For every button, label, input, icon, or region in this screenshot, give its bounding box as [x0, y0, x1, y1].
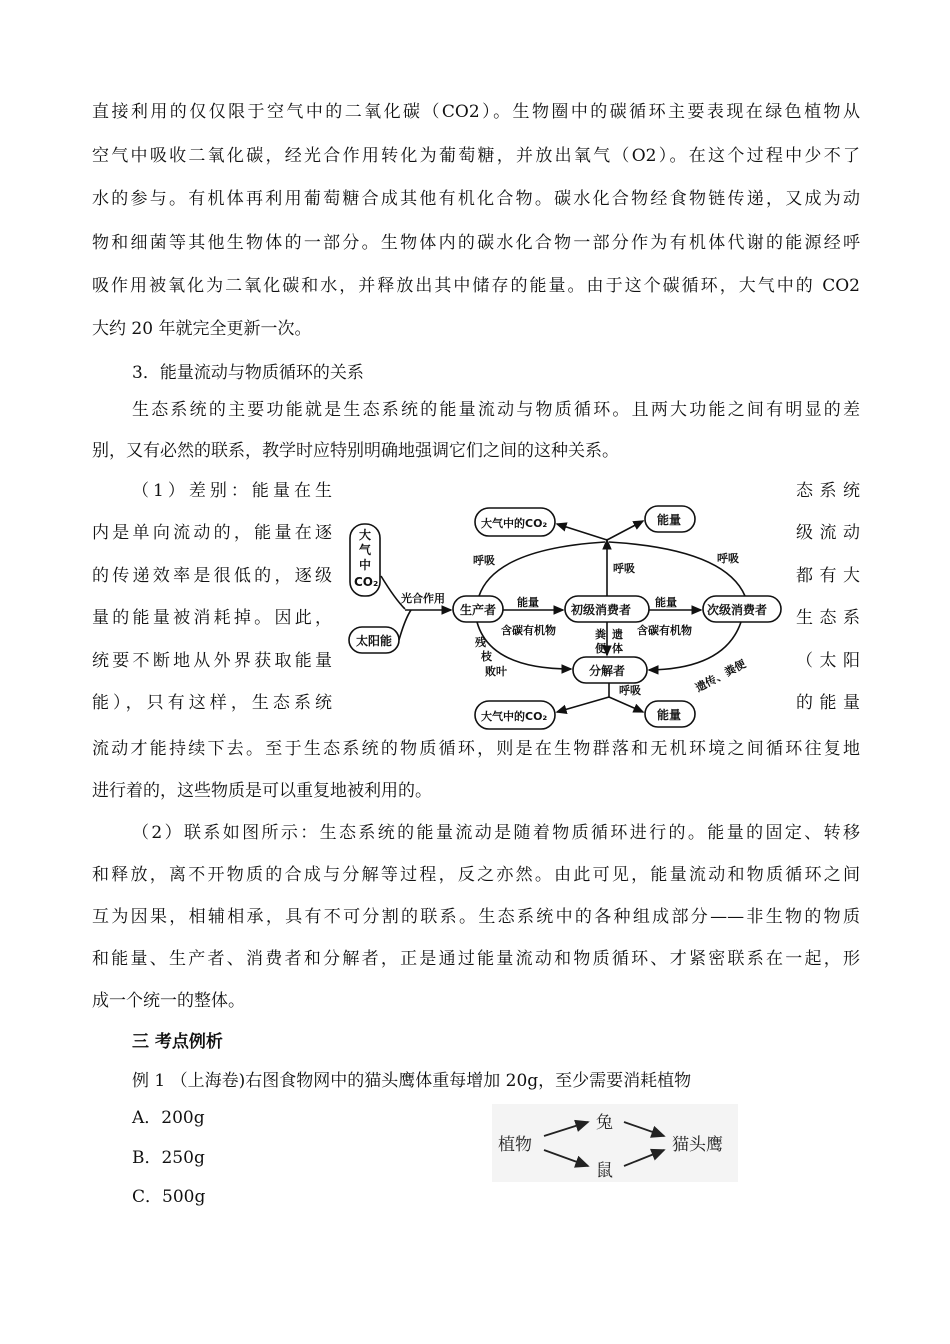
text-line: 互为因果，相辅相承，具有不可分割的联系。生态系统中的各种组成部分——非生物的物质 [92, 907, 860, 927]
respiration-label: 呼吸 [717, 552, 739, 565]
text-line: 吸作用被氧化为二氧化碳和水，并释放出其中储存的能量。由于这个碳循环，大气中的 CO2 [92, 276, 860, 296]
atm-co2-char: 大 [359, 528, 372, 542]
text-line: 流动才能持续下去。至于生态系统的物质循环，则是在生物群落和无机环境之间循环往复地 [92, 739, 860, 759]
residue-char: 残 [475, 636, 486, 649]
section-heading: 三 考点例析 [132, 1032, 223, 1052]
energy-bottom-label: 能量 [657, 708, 682, 722]
text-line: 内是单向流动的，能量在逐 [92, 523, 332, 543]
plant-label: 植物 [498, 1135, 532, 1155]
remains-feces-label: 遗传、粪便 [693, 657, 748, 695]
remains-char: 体 [612, 642, 623, 655]
text-line: 大约 20 年就完全更新一次。 [92, 319, 312, 339]
food-web-figure [492, 1104, 738, 1182]
sun-label: 太阳能 [356, 634, 393, 648]
text-line: 都有大 [796, 566, 860, 586]
text-line: 直接利用的仅仅限于空气中的二氧化碳（CO2）。生物圈中的碳循环主要表现在绿色植物从 [92, 102, 860, 122]
organic-carbon-label: 含碳有机物 [501, 624, 556, 637]
text-line: 物和细菌等其他生物体的一部分。生物体内的碳水化合物一部分作为有机体代谢的能源经呼 [92, 233, 860, 253]
atm-co2-char: CO₂ [354, 575, 379, 589]
respiration-label: 呼吸 [613, 562, 635, 575]
energy-flow-label: 能量 [517, 596, 539, 609]
feces-char: 便 [595, 642, 606, 655]
rabbit-label: 兔 [596, 1113, 613, 1133]
text-line: 态系统 [796, 481, 860, 501]
atm-co2-bottom-label: 大气中的CO₂ [481, 710, 548, 723]
residue-char: 枝 [481, 650, 492, 663]
text-line: 量的能量被消耗掉。因此， [92, 608, 332, 628]
to-co2-bottom-arrow [557, 697, 609, 712]
text-line: 别，又有必然的联系，教学时应特别明确地强调它们之间的这种关系。 [92, 441, 619, 461]
text-line: 水的参与。有机体再利用葡萄糖合成其他有机化合物。碳水化合物经食物链传递，又成为动 [92, 189, 860, 209]
cycle-diagram-svg [345, 494, 785, 734]
option-a: A．200g [132, 1108, 205, 1128]
energy-matter-cycle-diagram [345, 494, 785, 734]
atm-co2-top-label: 大气中的CO₂ [481, 517, 548, 530]
atm-co2-char: 中 [359, 558, 372, 572]
photosynthesis-label: 光合作用 [401, 592, 445, 605]
text-line: 和释放，离不开物质的合成与分解等过程，反之亦然。由此可见，能量流动和物质循环之间 [92, 865, 860, 885]
text-line: 生态系 [796, 608, 860, 628]
respiration-arrow-producer [479, 542, 605, 596]
owl-label: 猫头鹰 [672, 1135, 723, 1155]
text-line: 的传递效率是很低的，逐级 [92, 566, 332, 586]
residue-char: 败叶 [485, 665, 507, 678]
text-line: 成一个统一的整体。 [92, 991, 245, 1011]
to-energy-bottom-arrow [609, 697, 643, 712]
text-line: （太阳 [796, 651, 860, 671]
text-line: 进行着的，这些物质是可以重复地被利用的。 [92, 781, 432, 801]
atm-co2-char: 气 [359, 543, 372, 557]
option-b: B．250g [132, 1148, 205, 1168]
example-question: 例 1 （上海卷)右图食物网中的猫头鹰体重每增加 20g，至少需要消耗植物 [132, 1071, 692, 1091]
energy-top-label: 能量 [657, 513, 682, 527]
text-line: 统要不断地从外界获取能量 [92, 651, 332, 671]
sun-to-node-arrow [399, 610, 411, 640]
text-line: 级流动 [796, 523, 860, 543]
text-line: 的能量 [796, 693, 860, 713]
text-line: 和能量、生产者、消费者和分解者，正是通过能量流动和物质循环、才紧密联系在一起，形 [92, 949, 860, 969]
energy-flow-label: 能量 [655, 596, 677, 609]
food-web-svg [492, 1104, 738, 1182]
decomposer-label: 分解者 [589, 664, 626, 678]
text-line: 能），只有这样，生态系统 [92, 693, 332, 713]
organic-carbon-label: 含碳有机物 [637, 624, 692, 637]
to-co2-top-arrow [557, 524, 607, 540]
secondary-consumer-label: 次级消费者 [707, 603, 768, 617]
producer-label: 生产者 [460, 603, 497, 617]
text-line: 空气中吸收二氧化碳，经光合作用转化为葡萄糖，并放出氧气（O2）。在这个过程中少不了 [92, 146, 860, 166]
remains-char: 遗 [612, 628, 623, 641]
text-line: （2）联系如图所示：生态系统的能量流动是随着物质循环进行的。能量的固定、转移 [132, 823, 860, 843]
option-c: C．500g [132, 1187, 206, 1207]
mouse-label: 鼠 [596, 1161, 613, 1181]
text-line: （1）差别：能量在生 [132, 481, 332, 501]
respiration-label: 呼吸 [473, 554, 495, 567]
respiration-label: 呼吸 [619, 684, 641, 697]
text-line: 生态系统的主要功能就是生态系统的能量流动与物质循环。且两大功能之间有明显的差 [132, 400, 860, 420]
to-energy-top-arrow [607, 521, 643, 540]
section-heading: 3．能量流动与物质循环的关系 [132, 363, 364, 383]
primary-consumer-label: 初级消费者 [571, 603, 632, 617]
feces-char: 粪 [595, 628, 606, 641]
